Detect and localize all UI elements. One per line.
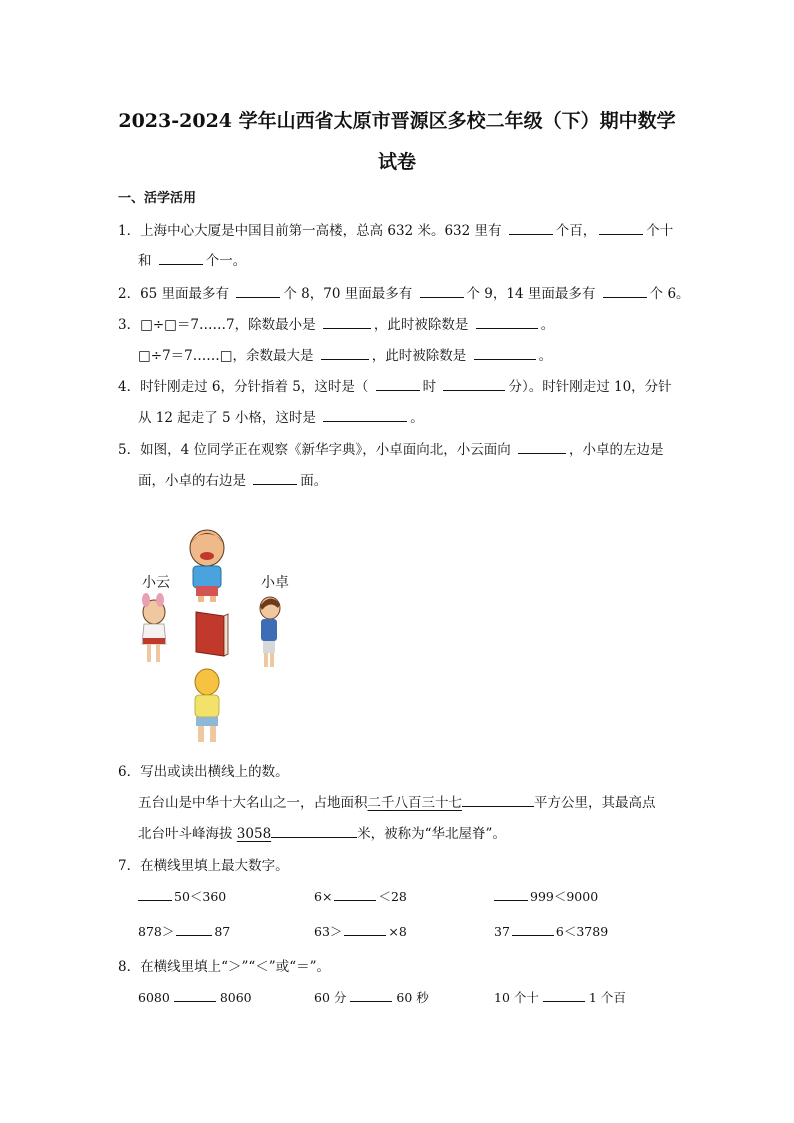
question-5-line2 xyxy=(138,469,327,489)
q3-text: 3．□÷□＝7……7，除数最小是 xyxy=(118,317,316,333)
q8-item xyxy=(314,988,429,1006)
answer-blank[interactable] xyxy=(376,377,420,391)
q3-text: 。 xyxy=(538,348,553,364)
underlined-number: 3058 xyxy=(236,826,272,842)
exam-title-line2: 试卷 xyxy=(377,151,416,173)
q2-text: 个 6。 xyxy=(649,286,690,302)
q6-text: 米，被称为“华北屋脊”。 xyxy=(357,826,506,842)
q8-text: 60 秒 xyxy=(396,990,429,1005)
answer-blank[interactable] xyxy=(321,346,369,360)
answer-blank[interactable] xyxy=(174,988,216,1002)
label-xiaozhuo: 小卓 xyxy=(261,575,289,591)
left-student-figure xyxy=(142,593,166,662)
bottom-student-figure xyxy=(195,669,219,742)
answer-blank[interactable] xyxy=(512,922,554,936)
q5-text: 面。 xyxy=(300,473,328,489)
answer-blank[interactable] xyxy=(474,346,536,360)
q1-text: 个百， xyxy=(555,223,597,239)
q7-text: 878＞ xyxy=(138,924,175,939)
answer-blank[interactable] xyxy=(236,284,280,298)
q4-text: 从 12 起走了 5 小格，这时是 xyxy=(138,410,316,426)
q7-text: ×8 xyxy=(388,924,407,939)
answer-blank[interactable] xyxy=(494,887,528,901)
q7-item xyxy=(138,922,230,940)
q3-text: 。 xyxy=(540,317,555,333)
question-4-line2 xyxy=(138,406,424,426)
q4-text: 。 xyxy=(410,410,424,426)
question-7-title: 7．在横线里填上最大数字。 xyxy=(118,858,289,874)
question-8-title: 8．在横线里填上“＞”“＜”或“＝”。 xyxy=(118,959,330,975)
q3-text: ，此时被除数是 xyxy=(371,348,467,364)
q2-text: 2．65 里面最多有 xyxy=(118,286,230,302)
answer-blank[interactable] xyxy=(334,887,376,901)
answer-blank[interactable] xyxy=(420,284,464,298)
q8-text: 60 分 xyxy=(314,990,347,1005)
answer-blank[interactable] xyxy=(603,284,647,298)
question-5-line1 xyxy=(118,438,664,458)
exam-title-line1: 2023-2024 学年山西省太原市晋源区多校二年级（下）期中数学 xyxy=(118,110,676,132)
q7-text: 63＞ xyxy=(314,924,343,939)
q1-text: 个一。 xyxy=(205,253,247,269)
q8-item xyxy=(138,988,252,1005)
q7-text: 6× xyxy=(314,889,333,904)
q7-text: ＜28 xyxy=(378,889,407,904)
direction-figure xyxy=(130,520,310,750)
dictionary-book xyxy=(196,612,228,656)
answer-blank[interactable] xyxy=(518,440,566,454)
q4-text: 时 xyxy=(422,379,437,395)
answer-blank[interactable] xyxy=(271,824,357,838)
answer-blank[interactable] xyxy=(462,793,534,807)
top-student-figure xyxy=(190,530,224,602)
q7-text: 87 xyxy=(214,924,231,939)
answer-blank[interactable] xyxy=(323,408,407,422)
q4-text: 分）。时针刚走过 10，分针 xyxy=(508,379,672,395)
q7-item xyxy=(494,887,598,905)
answer-blank[interactable] xyxy=(176,922,212,936)
answer-blank[interactable] xyxy=(599,221,643,235)
answer-blank[interactable] xyxy=(323,315,371,329)
question-1-line2 xyxy=(138,249,246,269)
question-6-line2 xyxy=(138,822,506,842)
answer-blank[interactable] xyxy=(138,887,172,901)
question-3-line2 xyxy=(138,344,552,364)
q2-text: 个 9，14 里面最多有 xyxy=(466,286,596,302)
question-4-line1 xyxy=(118,375,672,395)
q5-text: 面，小卓的右边是 xyxy=(138,473,246,489)
right-student-figure xyxy=(260,597,280,667)
q7-item xyxy=(494,922,608,940)
q5-text: ，小卓的左边是 xyxy=(569,442,664,458)
question-3-line1 xyxy=(118,313,554,333)
students-illustration xyxy=(130,520,310,750)
answer-blank[interactable] xyxy=(253,471,297,485)
question-6-line1 xyxy=(138,791,656,811)
answer-blank[interactable] xyxy=(509,221,553,235)
answer-blank[interactable] xyxy=(543,988,585,1002)
q7-item xyxy=(314,887,407,905)
q8-text: 1 个百 xyxy=(588,990,626,1005)
underlined-number: 二千八百三十七 xyxy=(367,795,462,811)
q5-text: 5．如图，4 位同学正在观察《新华字典》，小卓面向北，小云面向 xyxy=(118,442,511,458)
q6-text: 平方公里，其最高点 xyxy=(534,795,656,811)
q8-text: 8060 xyxy=(219,990,252,1005)
q7-text: 50＜360 xyxy=(174,889,227,904)
q3-text: □÷7＝7……□，余数最大是 xyxy=(138,348,314,364)
label-xiaoyun: 小云 xyxy=(142,575,170,591)
q3-text: ，此时被除数是 xyxy=(373,317,469,333)
question-2 xyxy=(118,282,690,302)
q1-text: 个十 xyxy=(646,223,674,239)
q4-text: 4．时针刚走过 6，分针指着 5，这时是（ xyxy=(118,379,369,395)
question-6-title: 6．写出或读出横线上的数。 xyxy=(118,764,289,780)
q7-item xyxy=(138,887,226,905)
q1-text: 1．上海中心大厦是中国目前第一高楼，总高 632 米。632 里有 xyxy=(118,223,502,239)
q8-text: 10 个十 xyxy=(494,990,539,1005)
q7-text: 37 xyxy=(494,924,510,939)
q7-text: 6＜3789 xyxy=(555,924,609,939)
answer-blank[interactable] xyxy=(159,251,203,265)
q8-text: 6080 xyxy=(138,990,170,1005)
q7-text: 999＜9000 xyxy=(530,889,599,904)
section-heading: 一、活学活用 xyxy=(118,191,197,206)
answer-blank[interactable] xyxy=(350,988,392,1002)
q6-text: 五台山是中华十大名山之一，占地面积 xyxy=(138,795,368,811)
answer-blank[interactable] xyxy=(443,377,505,391)
answer-blank[interactable] xyxy=(344,922,386,936)
answer-blank[interactable] xyxy=(476,315,538,329)
q7-item xyxy=(314,922,407,940)
question-1-line1 xyxy=(118,219,673,239)
q2-text: 个 8，70 里面最多有 xyxy=(283,286,413,302)
q6-text: 北台叶斗峰海拔 xyxy=(138,826,233,842)
q1-text: 和 xyxy=(138,253,152,269)
q8-item xyxy=(494,988,626,1006)
